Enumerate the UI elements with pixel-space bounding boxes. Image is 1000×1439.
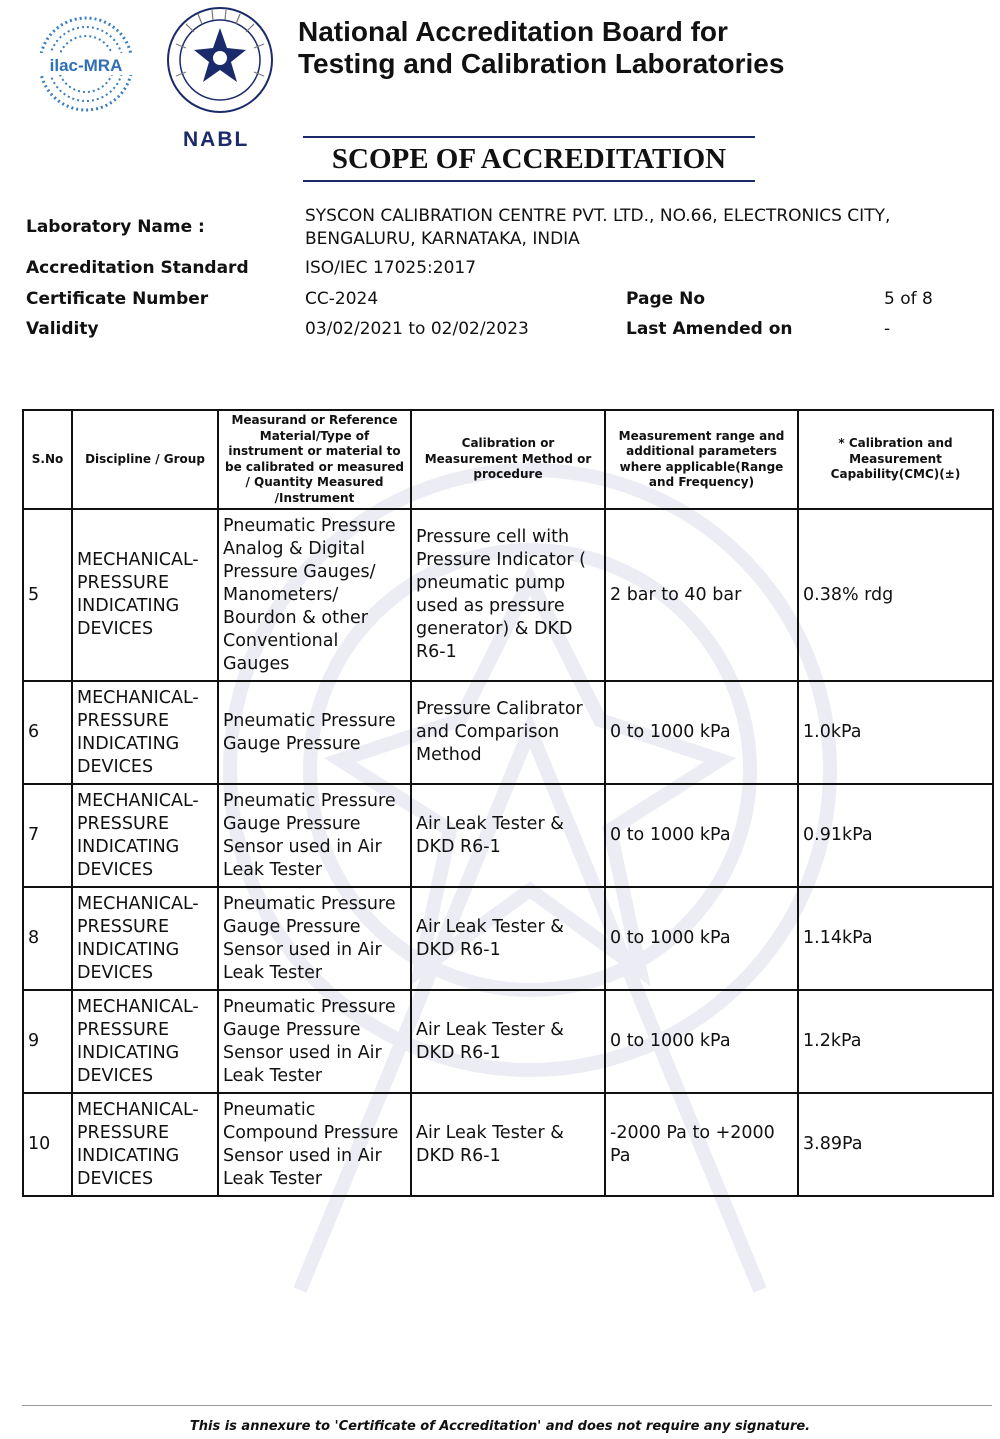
- cell-range: 2 bar to 40 bar: [605, 509, 798, 681]
- cell-discipline: MECHANICAL- PRESSURE INDICATING DEVICES: [72, 681, 218, 784]
- table-row: [23, 681, 993, 784]
- cell-measurand: Pneumatic Pressure Analog & Digital Pressure Gauges/ Manometers/ Bourdon & other Conventional Gauges: [218, 509, 411, 681]
- header-method: Calibration or Measurement Method or procedure: [411, 410, 605, 509]
- last-amended-value: -: [884, 319, 891, 339]
- lab-name-label: Laboratory Name :: [26, 217, 205, 237]
- cell-sno: 6: [23, 681, 72, 784]
- validity-label: Validity: [26, 319, 99, 339]
- cell-range: 0 to 1000 kPa: [605, 887, 798, 990]
- cell-sno: 5: [23, 509, 72, 681]
- standard-label: Accreditation Standard: [26, 258, 249, 278]
- header-discipline: Discipline / Group: [72, 410, 218, 509]
- cell-cmc: 1.0kPa: [798, 681, 993, 784]
- cell-cmc: 1.2kPa: [798, 990, 993, 1093]
- footer-note: This is annexure to 'Certificate of Accreditation' and does not require any signature.: [189, 1419, 811, 1434]
- cell-measurand: Pneumatic Compound Pressure Sensor used in Air Leak Tester: [218, 1093, 411, 1196]
- cell-discipline: MECHANICAL- PRESSURE INDICATING DEVICES: [72, 887, 218, 990]
- lab-name-line2: BENGALURU, KARNATAKA, INDIA: [305, 229, 580, 249]
- cell-discipline: MECHANICAL- PRESSURE INDICATING DEVICES: [72, 990, 218, 1093]
- table-row: [23, 1093, 993, 1196]
- table-row: [23, 784, 993, 887]
- organization-title-line2: Testing and Calibration Laboratories: [298, 48, 785, 79]
- footer-divider: [22, 1405, 992, 1406]
- cell-discipline: MECHANICAL- PRESSURE INDICATING DEVICES: [72, 509, 218, 681]
- header-cmc: * Calibration and Measurement Capability(CMC)(±): [798, 410, 993, 509]
- ilac-mra-logo: [30, 12, 142, 116]
- scope-table: [22, 409, 994, 1197]
- table-header-row: [23, 410, 993, 509]
- cell-sno: 10: [23, 1093, 72, 1196]
- page-no-value: 5 of 8: [884, 289, 933, 309]
- ilac-logo-text: ilac-MRA: [49, 56, 123, 75]
- page-no-label: Page No: [626, 289, 705, 309]
- cell-discipline: MECHANICAL- PRESSURE INDICATING DEVICES: [72, 784, 218, 887]
- lab-name-line1: SYSCON CALIBRATION CENTRE PVT. LTD., NO.66, ELECTRONICS CITY,: [305, 206, 891, 226]
- certificate-label: Certificate Number: [26, 289, 209, 309]
- validity-value: 03/02/2021 to 02/02/2023: [305, 319, 529, 339]
- table-row: [23, 509, 993, 681]
- header-sno: S.No: [23, 410, 72, 509]
- cell-method: Pressure cell with Pressure Indicator ( pneumatic pump used as pressure generator) & DKD R6-1: [411, 509, 605, 681]
- cell-cmc: 1.14kPa: [798, 887, 993, 990]
- nabl-logo-text: NABL: [183, 128, 250, 151]
- cell-cmc: 0.91kPa: [798, 784, 993, 887]
- cell-sno: 8: [23, 887, 72, 990]
- cell-range: 0 to 1000 kPa: [605, 784, 798, 887]
- scope-title: SCOPE OF ACCREDITATION: [303, 136, 755, 182]
- cell-cmc: 0.38% rdg: [798, 509, 993, 681]
- cell-measurand: Pneumatic Pressure Gauge Pressure Sensor used in Air Leak Tester: [218, 784, 411, 887]
- cell-cmc: 3.89Pa: [798, 1093, 993, 1196]
- cell-method: Air Leak Tester & DKD R6-1: [411, 784, 605, 887]
- cell-method: Air Leak Tester & DKD R6-1: [411, 1093, 605, 1196]
- table-row: [23, 887, 993, 990]
- cell-range: -2000 Pa to +2000 Pa: [605, 1093, 798, 1196]
- last-amended-label: Last Amended on: [626, 319, 793, 339]
- table-row: [23, 990, 993, 1093]
- header-measurand: Measurand or Reference Material/Type of instrument or material to be calibrated or measured / Quantity Measured /Instrument: [218, 410, 411, 509]
- cell-range: 0 to 1000 kPa: [605, 990, 798, 1093]
- certificate-value: CC-2024: [305, 289, 379, 309]
- standard-value: ISO/IEC 17025:2017: [305, 258, 477, 278]
- header-range: Measurement range and additional parameters where applicable(Range and Frequency): [605, 410, 798, 509]
- cell-method: Pressure Calibrator and Comparison Method: [411, 681, 605, 784]
- cell-method: Air Leak Tester & DKD R6-1: [411, 990, 605, 1093]
- cell-sno: 9: [23, 990, 72, 1093]
- cell-measurand: Pneumatic Pressure Gauge Pressure: [218, 681, 411, 784]
- organization-title: [298, 16, 784, 80]
- cell-method: Air Leak Tester & DKD R6-1: [411, 887, 605, 990]
- cell-sno: 7: [23, 784, 72, 887]
- cell-measurand: Pneumatic Pressure Gauge Pressure Sensor used in Air Leak Tester: [218, 887, 411, 990]
- cell-measurand: Pneumatic Pressure Gauge Pressure Sensor used in Air Leak Tester: [218, 990, 411, 1093]
- cell-discipline: MECHANICAL- PRESSURE INDICATING DEVICES: [72, 1093, 218, 1196]
- organization-title-line1: National Accreditation Board for: [298, 16, 728, 47]
- cell-range: 0 to 1000 kPa: [605, 681, 798, 784]
